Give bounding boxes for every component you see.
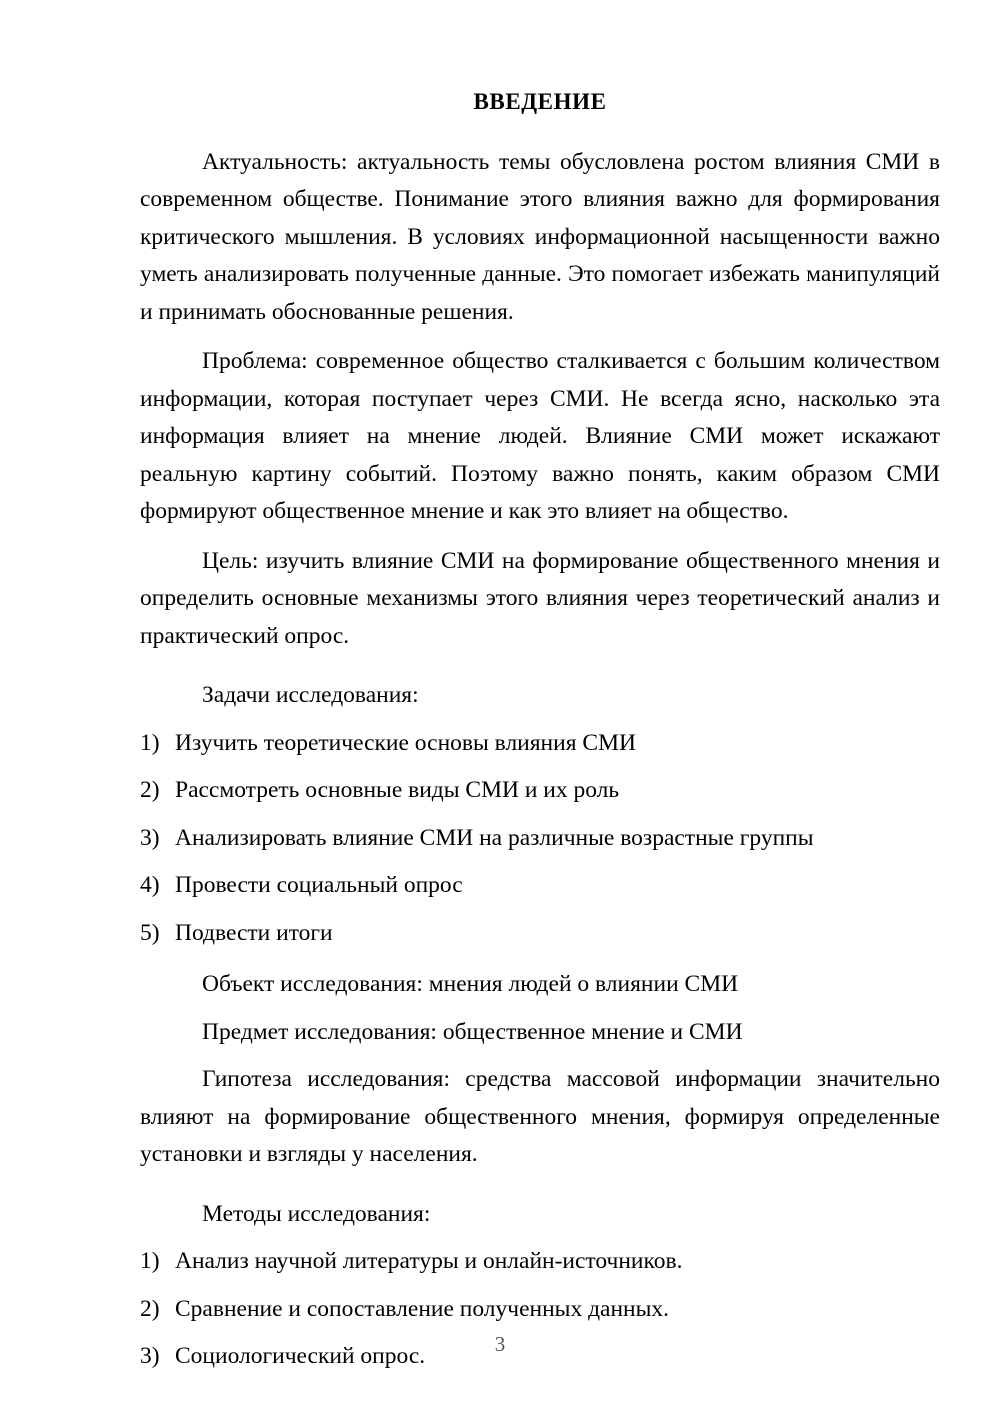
list-item-text: Рассмотреть основные виды СМИ и их роль [175, 777, 620, 804]
paragraph-goal: Цель: изучить влияние СМИ на формирование общественного мнения и определить основные механизмы этого влияния через теоретический анализ и практический опрос. [140, 547, 940, 649]
list-marker: 1) [140, 729, 160, 756]
list-item [140, 1243, 940, 1281]
object-of-study-line: Объект исследования: мнения людей о влиянии СМИ [202, 971, 739, 998]
list-item-text: Анализировать влияние СМИ на различные возрастные группы [175, 824, 814, 851]
methods-heading: Методы исследования: [202, 1200, 431, 1227]
list-item-text: Подвести итоги [175, 919, 333, 946]
page-title: ВВЕДЕНИЕ [473, 89, 607, 114]
list-marker: 2) [140, 1295, 160, 1322]
list-marker: 3) [140, 1343, 160, 1370]
paragraph-relevance: Актуальность: актуальность темы обусловлена ростом влияния СМИ в современном обществе. Понимание этого влияния важно для формирования критического мышления. В условиях информационной насыщенности важно уметь анализировать полученные данные. Это помогает избежать манипуляций и принимать обоснованные решения. [140, 148, 940, 325]
tasks-list [140, 725, 940, 953]
list-item [140, 772, 940, 810]
page-content [140, 88, 940, 1376]
list-item-text: Изучить теоретические основы влияния СМИ [175, 729, 636, 756]
list-marker: 4) [140, 872, 160, 899]
subject-of-study-line: Предмет исследования: общественное мнение и СМИ [202, 1018, 743, 1045]
list-item [140, 915, 940, 953]
tasks-heading: Задачи исследования: [202, 682, 419, 709]
list-item [140, 725, 940, 763]
spacer [140, 715, 940, 725]
list-item [140, 1291, 940, 1329]
paragraph-problem: Проблема: современное общество сталкивается с большим количеством информации, которая поступает через СМИ. Не всегда ясно, насколько эта информация влияет на мнение людей. Влияние СМИ может искажают реальную картину событий. Поэтому важно понять, каким образом СМИ формируют общественное мнение и как это влияет на общество. [140, 348, 940, 525]
spacer [140, 667, 940, 677]
list-item-text: Анализ научной литературы и онлайн-источников. [175, 1248, 683, 1275]
list-item [140, 820, 940, 858]
list-item-text: Провести социальный опрос [175, 872, 463, 899]
list-item-text: Сравнение и сопоставление полученных данных. [175, 1295, 670, 1322]
list-marker: 5) [140, 919, 160, 946]
spacer [140, 1004, 940, 1014]
list-item [140, 867, 940, 905]
spacer [140, 1051, 940, 1061]
list-marker: 3) [140, 824, 160, 851]
spacer [140, 1233, 940, 1243]
list-item-text: Социологический опрос. [175, 1343, 426, 1370]
list-marker: 2) [140, 777, 160, 804]
spacer [140, 1186, 940, 1196]
page-number: 3 [494, 1332, 506, 1356]
list-marker: 1) [140, 1248, 160, 1275]
spacer [140, 952, 940, 966]
paragraph-hypothesis: Гипотеза исследования: средства массовой информации значительно влияют на формирование общественного мнения, формируя определенные установки и взгляды у населения. [140, 1066, 940, 1168]
